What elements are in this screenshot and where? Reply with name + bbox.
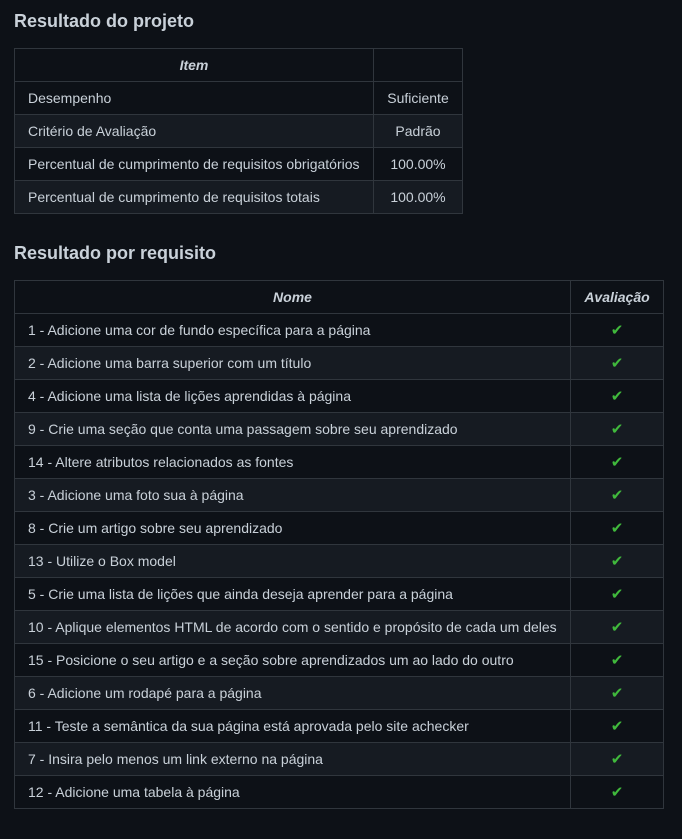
requirement-evaluation <box>571 578 664 611</box>
row-label: Percentual de cumprimento de requisitos obrigatórios <box>15 148 374 181</box>
project-result-table <box>14 48 463 214</box>
row-value: 100.00% <box>374 181 463 214</box>
check-icon: ✔ <box>610 652 624 669</box>
requirement-name: 11 - Teste a semântica da sua página está aprovada pelo site achecker <box>15 710 571 743</box>
check-icon: ✔ <box>610 751 624 768</box>
project-result-heading: Resultado do projeto <box>14 11 194 31</box>
row-label: Critério de Avaliação <box>15 115 374 148</box>
table-row <box>15 545 664 578</box>
table-row-criteria <box>15 115 463 148</box>
table-row <box>15 413 664 446</box>
requirement-name: 8 - Crie um artigo sobre seu aprendizado <box>15 512 571 545</box>
table-row <box>15 446 664 479</box>
table-row-performance <box>15 82 463 115</box>
check-icon: ✔ <box>610 784 624 801</box>
row-label: Desempenho <box>15 82 374 115</box>
requirement-evaluation <box>571 644 664 677</box>
requirement-name: 13 - Utilize o Box model <box>15 545 571 578</box>
check-icon: ✔ <box>610 487 624 504</box>
check-icon: ✔ <box>610 685 624 702</box>
row-value: Suficiente <box>374 82 463 115</box>
column-header-value <box>374 49 463 82</box>
requirement-evaluation <box>571 380 664 413</box>
requirement-evaluation <box>571 545 664 578</box>
table-row <box>15 677 664 710</box>
requirement-evaluation <box>571 413 664 446</box>
table-header-row <box>15 49 463 82</box>
table-row <box>15 380 664 413</box>
check-icon: ✔ <box>610 553 624 570</box>
check-icon: ✔ <box>610 718 624 735</box>
check-icon: ✔ <box>610 421 624 438</box>
requirement-name: 2 - Adicione uma barra superior com um título <box>15 347 571 380</box>
requirement-evaluation <box>571 743 664 776</box>
requirement-name: 4 - Adicione uma lista de lições aprendidas à página <box>15 380 571 413</box>
table-row <box>15 710 664 743</box>
check-icon: ✔ <box>610 355 624 372</box>
check-icon: ✔ <box>610 520 624 537</box>
check-icon: ✔ <box>610 586 624 603</box>
check-icon: ✔ <box>610 454 624 471</box>
column-header-evaluation: Avaliação <box>571 281 664 314</box>
requirements-result-heading: Resultado por requisito <box>14 243 217 263</box>
requirement-name: 5 - Crie uma lista de lições que ainda deseja aprender para a página <box>15 578 571 611</box>
table-row <box>15 644 664 677</box>
table-row-mandatory-percent <box>15 148 463 181</box>
requirement-evaluation <box>571 512 664 545</box>
table-header-row <box>15 281 664 314</box>
row-value: Padrão <box>374 115 463 148</box>
row-label: Percentual de cumprimento de requisitos totais <box>15 181 374 214</box>
requirement-name: 6 - Adicione um rodapé para a página <box>15 677 571 710</box>
column-header-name: Nome <box>15 281 571 314</box>
table-row <box>15 578 664 611</box>
table-row <box>15 776 664 809</box>
requirement-name: 7 - Insira pelo menos um link externo na página <box>15 743 571 776</box>
table-row <box>15 314 664 347</box>
check-icon: ✔ <box>610 619 624 636</box>
requirement-name: 12 - Adicione uma tabela à página <box>15 776 571 809</box>
check-icon: ✔ <box>610 388 624 405</box>
requirement-name: 10 - Aplique elementos HTML de acordo com o sentido e propósito de cada um deles <box>15 611 571 644</box>
check-icon: ✔ <box>610 322 624 339</box>
requirements-table-body <box>15 314 664 809</box>
requirement-name: 15 - Posicione o seu artigo e a seção sobre aprendizados um ao lado do outro <box>15 644 571 677</box>
table-row <box>15 347 664 380</box>
requirement-evaluation <box>571 677 664 710</box>
requirement-evaluation <box>571 347 664 380</box>
requirement-evaluation <box>571 611 664 644</box>
requirement-evaluation <box>571 776 664 809</box>
requirement-name: 3 - Adicione uma foto sua à página <box>15 479 571 512</box>
requirement-name: 14 - Altere atributos relacionados as fontes <box>15 446 571 479</box>
table-row <box>15 479 664 512</box>
column-header-item: Item <box>15 49 374 82</box>
requirement-evaluation <box>571 446 664 479</box>
table-row-total-percent <box>15 181 463 214</box>
table-row <box>15 611 664 644</box>
requirement-evaluation <box>571 710 664 743</box>
requirement-evaluation <box>571 314 664 347</box>
requirement-evaluation <box>571 479 664 512</box>
requirements-result-table <box>14 280 664 809</box>
requirement-name: 1 - Adicione uma cor de fundo específica para a página <box>15 314 571 347</box>
row-value: 100.00% <box>374 148 463 181</box>
table-row <box>15 512 664 545</box>
requirement-name: 9 - Crie uma seção que conta uma passagem sobre seu aprendizado <box>15 413 571 446</box>
table-row <box>15 743 664 776</box>
